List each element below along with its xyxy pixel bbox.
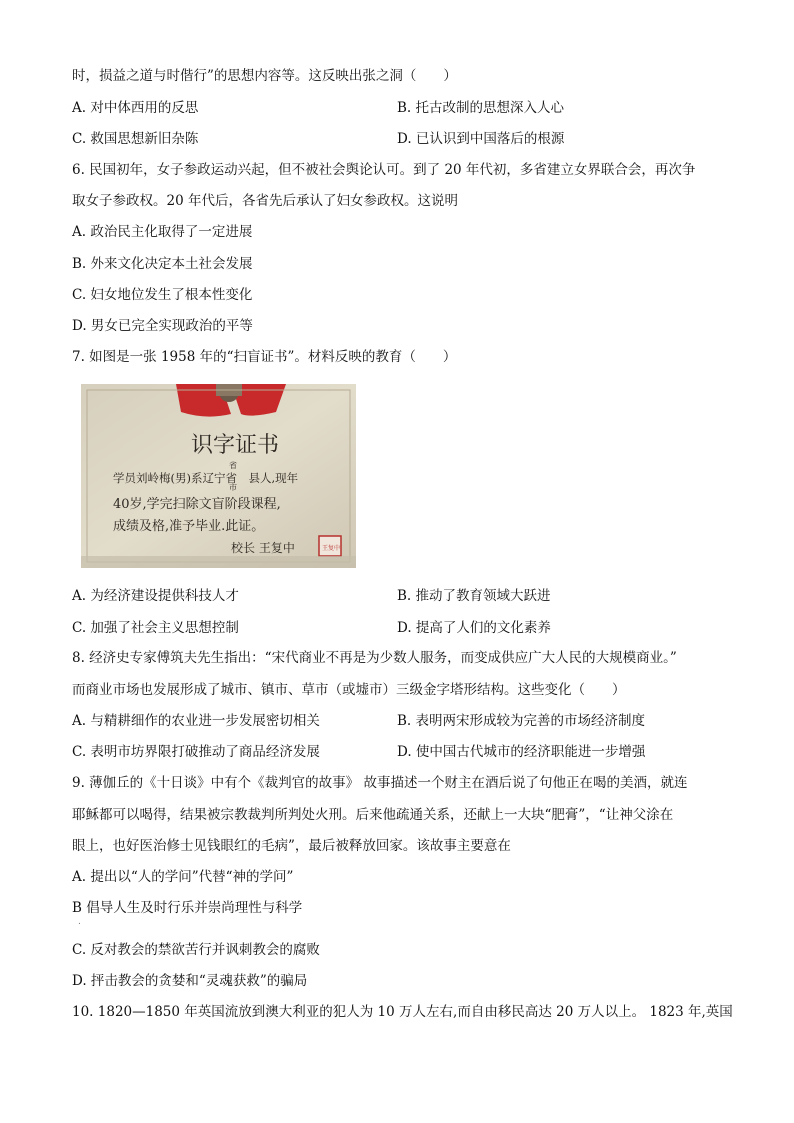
q9-option-a: A. 提出以“人的学问”代替“神的学问”	[72, 869, 294, 885]
q9-stem-line-2: 耶稣都可以喝得，结果被宗教裁判所判处火刑。后来他疏通关系，还献上一大块“肥膏”，“让神父涂在	[72, 807, 674, 823]
q8-stem-line-1: 8. 经济史专家傅筑夫先生指出：“宋代商业不再是为少数人服务，而变成供应广大人民的大规模商业。”	[72, 650, 677, 666]
q5-option-b: B. 托古改制的思想深入人心	[397, 100, 565, 116]
q5-stem-tail: 时，损益之道与时偕行”的思想内容等。这反映出张之洞（ ）	[72, 68, 457, 84]
cert-sub-1: 省	[229, 461, 237, 470]
q6-option-b: B. 外来文化决定本土社会发展	[72, 256, 253, 272]
q5-option-a: A. 对中体西用的反思	[72, 100, 199, 116]
q9-option-d: D. 抨击教会的贪婪和“灵魂获救”的骗局	[72, 973, 308, 989]
q6-stem-line-1: 6. 民国初年，女子参政运动兴起，但不被社会舆论认可。到了 20 年代初，多省建立女界联合会，再次争	[72, 162, 696, 178]
cert-seal-text: 王复中	[322, 545, 341, 552]
q7-option-c: C. 加强了社会主义思想控制	[72, 620, 239, 636]
q8-stem-line-2: 而商业市场也发展形成了城市、镇市、草市（或墟市）三级金字塔形结构。这些变化（ ）	[72, 682, 626, 698]
stray-mark: .	[78, 917, 81, 927]
cert-line-4: 校长 王复中	[231, 541, 295, 555]
q8-option-d: D. 使中国古代城市的经济职能进一步增强	[397, 744, 646, 760]
q7-option-d: D. 提高了人们的文化素养	[397, 620, 551, 636]
cert-sub-2: 市	[229, 483, 237, 492]
q6-stem-line-2: 取女子参政权。20 年代后，各省先后承认了妇女参政权。这说明	[72, 193, 458, 209]
q8-option-c: C. 表明市坊界限打破推动了商品经济发展	[72, 744, 320, 760]
q9-option-c: C. 反对教会的禁欲苦行并讽刺教会的腐败	[72, 942, 320, 958]
q8-option-b: B. 表明两宋形成较为完善的市场经济制度	[397, 713, 646, 729]
q9-option-b: B 倡导人生及时行乐并崇尚理性与科学	[72, 900, 303, 916]
q6-option-a: A. 政治民主化取得了一定进展	[72, 224, 253, 240]
q8-option-a: A. 与精耕细作的农业进一步发展密切相关	[72, 713, 320, 729]
q7-option-a: A. 为经济建设提供科技人才	[72, 588, 239, 604]
q10-stem: 10. 1820—1850 年英国流放到澳大利亚的犯人为 10 万人左右,而自由移民高达 20 万人以上。 1823 年,英国	[72, 1004, 733, 1020]
literacy-certificate-image	[81, 384, 356, 568]
q9-stem-line-3: 眼上，也好医治修士见钱眼红的毛病”，最后被释放回家。该故事主要意在	[72, 838, 511, 854]
q9-stem-line-1: 9. 薄伽丘的《十日谈》中有个《裁判官的故事》 故事描述一个财主在酒后说了句他正在喝的美酒，就连	[72, 775, 688, 791]
q7-option-b: B. 推动了教育领域大跃进	[397, 588, 551, 604]
q5-option-d: D. 已认识到中国落后的根源	[397, 131, 565, 147]
cert-line-1: 学员刘岭梅(男)系辽宁省 县人,现年	[113, 471, 299, 485]
cert-line-2: 40岁,学完扫除文盲阶段课程,	[113, 497, 281, 512]
q6-option-d: D. 男女已完全实现政治的平等	[72, 318, 253, 334]
q5-option-c: C. 救国思想新旧杂陈	[72, 131, 199, 147]
cert-title: 识字证书	[191, 433, 280, 458]
q7-stem: 7. 如图是一张 1958 年的“扫盲证书”。材料反映的教育（ ）	[72, 349, 457, 365]
q6-option-c: C. 妇女地位发生了根本性变化	[72, 287, 253, 303]
cert-line-3: 成绩及格,准予毕业.此证。	[113, 519, 265, 534]
